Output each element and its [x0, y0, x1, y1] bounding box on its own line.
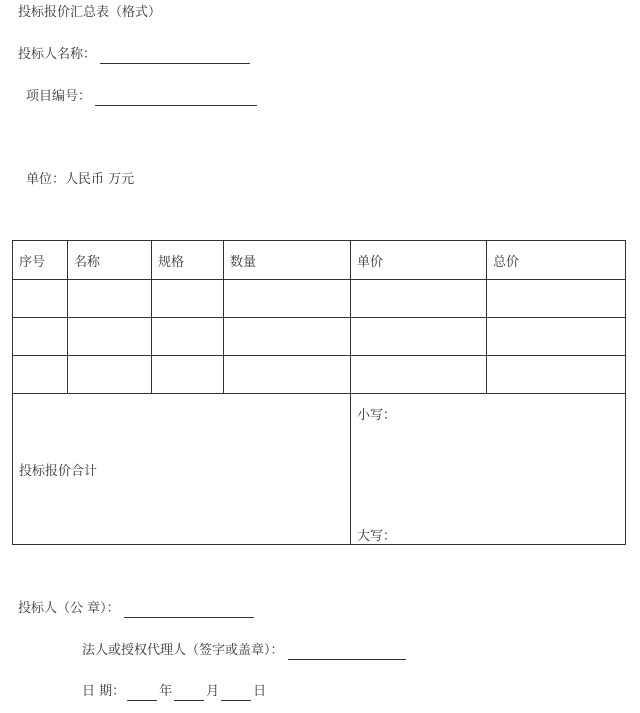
- header-unit-price: 单价: [351, 241, 487, 280]
- unit-label: 单位：人民币 万元: [26, 172, 135, 187]
- table-cell[interactable]: [224, 280, 351, 318]
- bidder-name-blank[interactable]: [100, 49, 250, 64]
- header-total-price: 总价: [487, 241, 626, 280]
- table-cell[interactable]: [351, 318, 487, 356]
- table-cell[interactable]: [487, 280, 626, 318]
- table-cell[interactable]: [68, 280, 152, 318]
- table-cell[interactable]: [487, 318, 626, 356]
- legal-rep-blank[interactable]: [288, 645, 406, 660]
- day-label: 日: [253, 684, 267, 699]
- table-cell[interactable]: [13, 280, 68, 318]
- form-title: [18, 4, 161, 22]
- total-label: 投标报价合计: [19, 463, 98, 479]
- header-quantity: 数量: [224, 241, 351, 280]
- big-amount-label: 大写：: [357, 529, 397, 544]
- quote-summary-table: [12, 240, 626, 545]
- total-row: [13, 394, 626, 545]
- project-no-label: 项目编号：: [26, 89, 92, 104]
- table-cell[interactable]: [152, 280, 224, 318]
- table-cell[interactable]: [224, 318, 351, 356]
- date-field: [82, 683, 266, 701]
- table-cell[interactable]: [224, 356, 351, 394]
- bidder-name-label: 投标人名称：: [18, 47, 97, 62]
- table-cell[interactable]: [152, 318, 224, 356]
- table-cell[interactable]: [68, 356, 152, 394]
- table-header-row: [13, 241, 626, 280]
- bidder-seal-blank[interactable]: [124, 603, 254, 618]
- day-blank[interactable]: [221, 686, 251, 701]
- small-amount-label: 小写：: [357, 408, 397, 423]
- table-cell[interactable]: [13, 318, 68, 356]
- table-cell[interactable]: [68, 318, 152, 356]
- form-title-text: 投标报价汇总表（格式）: [18, 5, 162, 20]
- project-no-blank[interactable]: [95, 91, 257, 106]
- project-no-field: [26, 88, 257, 106]
- table-row: [13, 280, 626, 318]
- bidder-seal-field: [18, 600, 254, 618]
- header-spec: 规格: [152, 241, 224, 280]
- legal-rep-label: 法人或授权代理人（签字或盖章）：: [82, 643, 284, 658]
- table-cell[interactable]: [13, 356, 68, 394]
- table-row: [13, 356, 626, 394]
- bidder-seal-label: 投标人（公 章）：: [18, 601, 120, 616]
- month-blank[interactable]: [174, 686, 204, 701]
- date-label: 日 期：: [82, 684, 126, 699]
- total-label-cell: [13, 394, 351, 545]
- month-label: 月: [206, 684, 220, 699]
- total-amount-cell[interactable]: [351, 394, 626, 545]
- bidder-name-field: [18, 46, 250, 64]
- table-row: [13, 318, 626, 356]
- year-blank[interactable]: [127, 686, 157, 701]
- header-name: 名称: [68, 241, 152, 280]
- table-cell[interactable]: [351, 280, 487, 318]
- table-cell[interactable]: [152, 356, 224, 394]
- unit-note: [26, 171, 134, 189]
- header-serial: 序号: [13, 241, 68, 280]
- table-cell[interactable]: [351, 356, 487, 394]
- year-label: 年: [159, 684, 173, 699]
- table-cell[interactable]: [487, 356, 626, 394]
- legal-rep-field: [82, 642, 406, 660]
